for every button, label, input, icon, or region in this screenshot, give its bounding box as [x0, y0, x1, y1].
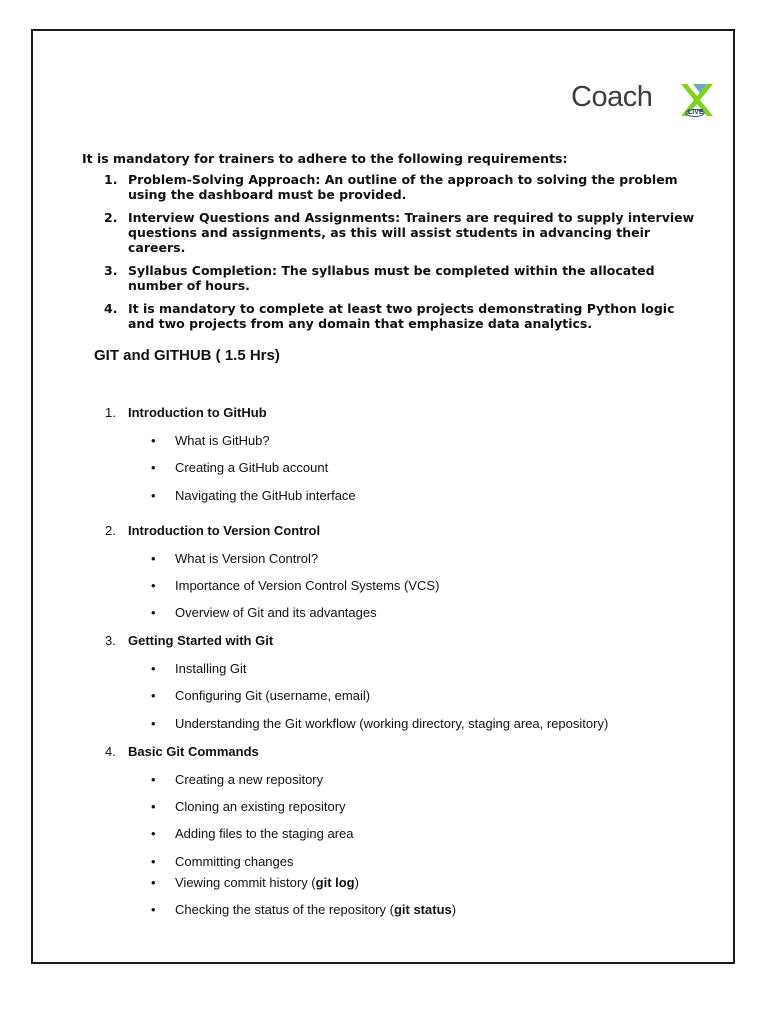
- bullet-item: [105, 715, 705, 733]
- requirements-list: [104, 172, 704, 339]
- bullet-dot: •: [151, 771, 156, 787]
- topic-section: [105, 632, 705, 733]
- topic-number: 1.: [105, 405, 116, 420]
- bullet-text: Navigating the GitHub interface: [175, 487, 356, 503]
- bullet-text: Overview of Git and its advantages: [175, 605, 377, 621]
- bullet-text: What is Version Control?: [175, 550, 319, 566]
- bullet-text: Creating a GitHub account: [175, 460, 329, 476]
- bullet-dot: •: [151, 577, 156, 593]
- topic-bullets: [105, 432, 705, 505]
- bullet-dot: •: [151, 715, 156, 731]
- bullet-dot: •: [151, 460, 156, 476]
- bullet-item: [105, 550, 705, 568]
- topic-section: [105, 404, 705, 505]
- bullet-text: Checking the status of the repository (: [175, 901, 394, 917]
- bullet-text-suffix: ): [451, 901, 457, 917]
- topic-title: Getting Started with Git: [128, 633, 274, 649]
- topic-title: Basic Git Commands: [128, 743, 259, 759]
- bullet-dot: •: [151, 605, 156, 621]
- requirement-item: 1. Problem-Solving Approach: An outline of the approach to solving the problem using the dashboard must be provided.: [104, 172, 678, 202]
- coachx-logo-graphic: [570, 80, 730, 120]
- bullet-text-suffix: ): [354, 874, 359, 890]
- coachx-logo: [570, 80, 730, 120]
- topic-title: Introduction to Version Control: [128, 522, 321, 538]
- bullet-item: [105, 771, 705, 789]
- bullet-dot: •: [151, 550, 156, 566]
- bullet-item: [105, 798, 705, 816]
- topic-heading: [105, 743, 705, 761]
- bullet-text: Creating a new repository: [175, 771, 324, 787]
- bullet-dot: •: [151, 874, 156, 890]
- bullet-item: [105, 459, 705, 477]
- requirements-intro: It is mandatory for trainers to adhere to the following requirements:: [82, 151, 568, 166]
- topic-number: 4.: [105, 743, 116, 759]
- topic-bullets: [105, 771, 705, 919]
- topic-bullets: [105, 660, 705, 733]
- bullet-command: git log: [315, 874, 355, 890]
- requirement-item: 2. Interview Questions and Assignments: Trainers are required to supply interview questions and assignments, as this will assist students in advancing their careers.: [104, 210, 695, 255]
- bullet-text: Importance of Version Control Systems (VCS): [175, 577, 440, 593]
- bullet-item: [105, 577, 705, 595]
- bullet-text: Cloning an existing repository: [175, 799, 346, 815]
- topic-number: 3.: [105, 633, 116, 649]
- bullet-item: [105, 853, 705, 871]
- topic-bullets: [105, 550, 705, 623]
- bullet-dot: •: [151, 688, 156, 704]
- bullet-dot: •: [151, 799, 156, 815]
- bullet-dot: •: [151, 826, 156, 842]
- bullet-item: [105, 487, 705, 505]
- topic-section: [105, 522, 705, 623]
- bullet-text: What is GitHub?: [175, 433, 270, 448]
- bullet-dot: •: [151, 901, 156, 917]
- bullet-text: Committing changes: [175, 853, 294, 869]
- requirement-item: 3. Syllabus Completion: The syllabus must be completed within the allocated number of hours.: [104, 263, 655, 293]
- bullet-text: Adding files to the staging area: [175, 826, 354, 842]
- bullet-dot: •: [151, 853, 156, 869]
- requirement-item: 4. It is mandatory to complete at least two projects demonstrating Python logic and two projects from any domain that emphasize data analytics.: [104, 301, 675, 331]
- bullet-item: [105, 874, 705, 892]
- topic-heading: [105, 632, 705, 650]
- bullet-text: Configuring Git (username, email): [175, 688, 371, 704]
- bullet-item: [105, 901, 705, 919]
- bullet-item: [105, 687, 705, 705]
- topic-number: 2.: [105, 522, 116, 538]
- logo-live-label: LIVE: [688, 109, 704, 116]
- bullet-text: Understanding the Git workflow (working directory, staging area, repository): [175, 715, 609, 731]
- topic-section: [105, 743, 705, 919]
- bullet-item: [105, 825, 705, 843]
- bullet-dot: •: [151, 433, 156, 448]
- topic-heading: [105, 522, 705, 540]
- bullet-command: git status: [393, 901, 452, 917]
- bullet-dot: •: [151, 487, 156, 503]
- bullet-item: [105, 432, 705, 450]
- svg-text:Coach: Coach: [571, 81, 653, 113]
- topics-list: [105, 404, 705, 919]
- section-title: GIT and GITHUB ( 1.5 Hrs): [94, 347, 280, 364]
- bullet-item: [105, 660, 705, 678]
- topic-heading: [105, 404, 705, 422]
- bullet-text: Installing Git: [175, 661, 247, 677]
- topic-title: Introduction to GitHub: [128, 405, 267, 420]
- bullet-dot: •: [151, 661, 156, 677]
- bullet-item: [105, 604, 705, 622]
- bullet-text: Viewing commit history (: [175, 874, 316, 890]
